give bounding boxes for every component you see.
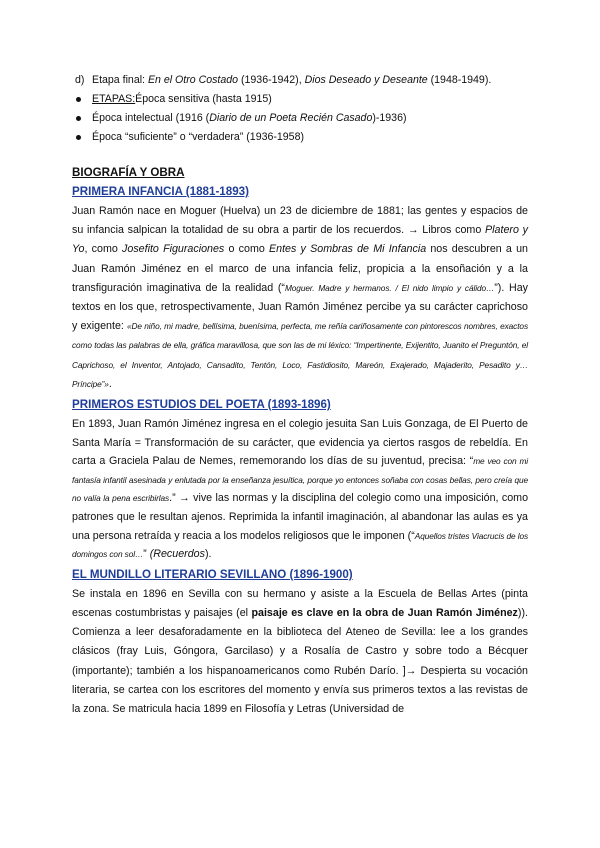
- bullet-icon: [76, 116, 81, 121]
- list-marker: d): [75, 74, 85, 86]
- paragraph-estudios: En 1893, Juan Ramón Jiménez ingresa en el colegio jesuita San Luis Gonzaga, de El Puerto de Santa María = Transformación de su carácter, que evidencia ya ciertos rasgos de rebeldía. En carta a Graciela Palau de Nemes, rememorando los días de su juventud, precisa: “me veo con mi fantasía infantil asesinada y enlutada por la enseñanza jesuítica, porque yo entonces soñaba con cosas bellas, pero creía que no valía la pena escribirlas.” → vive las normas y la disciplina del colegio como una imposición, como patrones que le resultan ajenos. Reprimida la infantil imaginación, al abandonar las aulas es ya una persona retraída y reacia a los modelos religiosos que le imponen (“Aquellos tristes Viacrucis de los domingos con sol…” (Recuerdos).: [72, 418, 529, 561]
- list-item: d) Etapa final: En el Otro Costado (1936-1942), Dios Deseado y Deseante (1948-1949).: [72, 71, 528, 90]
- paragraph-infancia: Juan Ramón nace en Moguer (Huelva) un 23 de diciembre de 1881; las gentes y espacios de su infancia salpican la totalidad de su obra a partir de los recuerdos. → Libros como Platero y Yo, como Josefito Figuraciones o como Entes y Sombras de Mi Infancia nos descubren a un Juan Ramón Jiménez en el marco de una infancia feliz, propicia a la ensoñación y a la transfiguración imaginativa de la realidad (“Moguer. Madre y hermanos. / El nido limpio y cálido…”). Hay textos en los que, retrospectivamente, Juan Ramón Jiménez percibe ya su carácter caprichoso y exigente: «De niño, mi madre, bellísima, buenísima, perfecta, me reñía cariñosamente con pintorescos nombres, exactos como todas las palabras de ella, gráfica maravillosa, que son las de mi léxico: “Impertinente, Exijentito, Juanito el Preguntón, el Caprichoso, el Inventor, Antojado, Cansadito, Tentón, Loco, Fastidiosito, Mareón, Exajerado, Majaderito, Pesadito y… Príncipe”».: [72, 205, 529, 390]
- paragraph-sevilla: Se instala en 1896 en Sevilla con su hermano y asiste a la Escuela de Bellas Artes (pinta escenas costumbristas y paisajes (el paisaje es clave en la obra de Juan Ramón Jiménez)). Comienza a leer desaforadamente en la biblioteca del Ateneo de Sevilla: lee a los grandes clásicos (fray Luis, Góngora, Garcilaso) y a Rosalía de Castro y sobre todo a Bécquer (importante); también a los hispanoamericanos como Rubén Darío. ]→ Despierta su vocación literaria, se cartea con los escritores del momento y envía sus primeros textos a las revistas de la zona. Se matricula hacia 1899 en Filosofía y Letras (Universidad de: [72, 587, 528, 715]
- subsection-title-estudios: PRIMEROS ESTUDIOS DEL POETA (1893-1896): [72, 398, 331, 412]
- list-item: Época “suficiente” o “verdadera” (1936-1958): [72, 128, 528, 147]
- stages-list: [72, 71, 528, 147]
- list-item: Época intelectual (1916 (Diario de un Poeta Recién Casado)-1936): [72, 109, 528, 128]
- section-heading: BIOGRAFÍA Y OBRA: [72, 166, 185, 179]
- subsection-title-infancia: PRIMERA INFANCIA (1881-1893): [72, 185, 249, 198]
- page-content: [72, 71, 528, 719]
- bullet-icon: [76, 135, 81, 140]
- list-item: ETAPAS:Época sensitiva (hasta 1915): [72, 90, 528, 109]
- bullet-icon: [76, 97, 81, 102]
- subsection-title-sevilla: EL MUNDILLO LITERARIO SEVILLANO (1896-1900): [72, 567, 353, 581]
